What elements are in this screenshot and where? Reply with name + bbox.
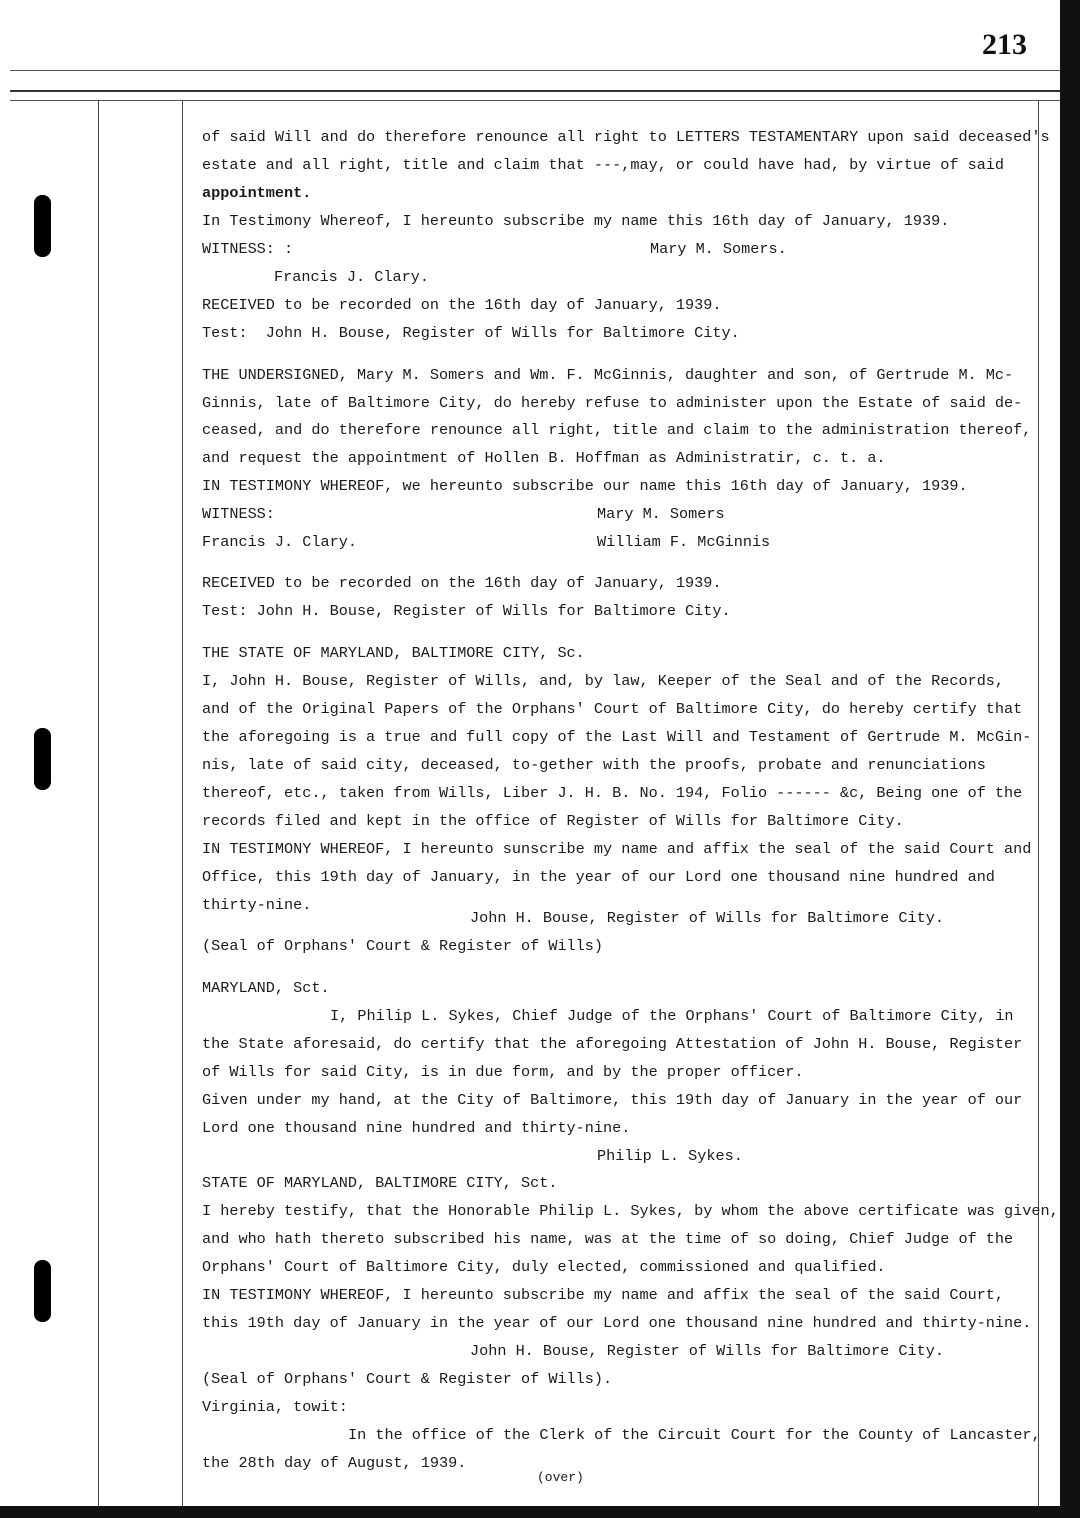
text-line: WITNESS: : xyxy=(202,240,294,258)
text-line: THE UNDERSIGNED, Mary M. Somers and Wm. F. McGinnis, daughter and son, of Gertrude M. Mc- xyxy=(202,366,1014,384)
text-line: (Seal of Orphans' Court & Register of Wills). xyxy=(202,1370,613,1388)
text-line: of said Will and do therefore renounce all right to LETTERS TESTAMENTARY upon said deceased's xyxy=(202,128,1050,146)
text-line: of Wills for said City, is in due form, and by the proper officer. xyxy=(202,1063,804,1081)
text-line: appointment. xyxy=(202,184,312,202)
continued-note: (over) xyxy=(537,1470,584,1485)
text-line: WITNESS: xyxy=(202,505,275,523)
margin-line xyxy=(182,100,183,1506)
page-number: 213 xyxy=(982,28,1027,61)
witness-name: Francis J. Clary. xyxy=(202,533,357,551)
binding-hole xyxy=(34,728,51,790)
text-line: nis, late of said city, deceased, to-gether with the proofs, probate and renunciations xyxy=(202,756,986,774)
signature-line: Philip L. Sykes. xyxy=(597,1147,743,1165)
margin-line xyxy=(1038,100,1039,1506)
text-line: the State aforesaid, do certify that the aforegoing Attestation of John H. Bouse, Register xyxy=(202,1035,1023,1053)
signature-line: Mary M. Somers xyxy=(597,505,725,523)
text-line: ceased, and do therefore renounce all right, title and claim to the administration thereof, xyxy=(202,421,1032,439)
text-line: and request the appointment of Hollen B. Hoffman as Administratir, c. t. a. xyxy=(202,449,886,467)
scan-edge-bottom xyxy=(0,1506,1080,1518)
text-line: Lord one thousand nine hundred and thirty-nine. xyxy=(202,1119,631,1137)
text-line: the 28th day of August, 1939. xyxy=(202,1454,467,1472)
signature-line: Mary M. Somers. xyxy=(650,240,787,258)
text-line: MARYLAND, Sct. xyxy=(202,979,330,997)
witness-name: Francis J. Clary. xyxy=(274,268,429,286)
text-line: Test: John H. Bouse, Register of Wills for Baltimore City. xyxy=(202,602,731,620)
text-line: and who hath thereto subscribed his name, was at the time of so doing, Chief Judge of the xyxy=(202,1230,1014,1248)
text-line: (Seal of Orphans' Court & Register of Wills) xyxy=(202,937,604,955)
text-line: Test: John H. Bouse, Register of Wills for Baltimore City. xyxy=(202,324,740,342)
text-line: and of the Original Papers of the Orphans' Court of Baltimore City, do hereby certify that xyxy=(202,700,1023,718)
text-line: the aforegoing is a true and full copy of the Last Will and Testament of Gertrude M. McGin- xyxy=(202,728,1032,746)
text-line: RECEIVED to be recorded on the 16th day of January, 1939. xyxy=(202,296,722,314)
text-line: RECEIVED to be recorded on the 16th day of January, 1939. xyxy=(202,574,722,592)
text-line: In the office of the Clerk of the Circuit Court for the County of Lancaster, xyxy=(348,1426,1041,1444)
binding-hole xyxy=(34,1260,51,1322)
text-line: I, Philip L. Sykes, Chief Judge of the Orphans' Court of Baltimore City, in xyxy=(330,1007,1014,1025)
text-line: STATE OF MARYLAND, BALTIMORE CITY, Sct. xyxy=(202,1174,558,1192)
scan-edge-right xyxy=(1060,0,1080,1518)
text-line: THE STATE OF MARYLAND, BALTIMORE CITY, Sc. xyxy=(202,644,585,662)
text-line: Office, this 19th day of January, in the year of our Lord one thousand nine hundred and xyxy=(202,868,995,886)
text-line: thereof, etc., taken from Wills, Liber J. H. B. No. 194, Folio ------ &c, Being one of the xyxy=(202,784,1023,802)
text-line: Ginnis, late of Baltimore City, do hereby refuse to administer upon the Estate of said de- xyxy=(202,394,1023,412)
text-line: I, John H. Bouse, Register of Wills, and, by law, Keeper of the Seal and of the Records, xyxy=(202,672,1005,690)
text-line: IN TESTIMONY WHEREOF, I hereunto subscribe my name and affix the seal of the said Court, xyxy=(202,1286,1005,1304)
header-rule xyxy=(10,100,1060,101)
text-line: IN TESTIMONY WHEREOF, I hereunto sunscribe my name and affix the seal of the said Court and xyxy=(202,840,1032,858)
header-rule xyxy=(10,70,1060,71)
text-line: I hereby testify, that the Honorable Philip L. Sykes, by whom the above certificate was given, xyxy=(202,1202,1059,1220)
text-line: records filed and kept in the office of Register of Wills for Baltimore City. xyxy=(202,812,904,830)
text-line: thirty-nine. xyxy=(202,896,312,914)
header-rule xyxy=(10,90,1060,92)
margin-line xyxy=(98,100,99,1506)
text-line: this 19th day of January in the year of our Lord one thousand nine hundred and thirty-nine. xyxy=(202,1314,1032,1332)
binding-hole xyxy=(34,195,51,257)
text-line: In Testimony Whereof, I hereunto subscribe my name this 16th day of January, 1939. xyxy=(202,212,950,230)
text-line: estate and all right, title and claim that ---,may, or could have had, by virtue of said xyxy=(202,156,1005,174)
signature-line: John H. Bouse, Register of Wills for Baltimore City. xyxy=(470,1342,944,1360)
signature-line: William F. McGinnis xyxy=(597,533,771,551)
text-line: IN TESTIMONY WHEREOF, we hereunto subscribe our name this 16th day of January, 1939. xyxy=(202,477,968,495)
text-line: Given under my hand, at the City of Baltimore, this 19th day of January in the year of our xyxy=(202,1091,1023,1109)
signature-line: John H. Bouse, Register of Wills for Baltimore City. xyxy=(470,909,944,927)
text-line: Orphans' Court of Baltimore City, duly elected, commissioned and qualified. xyxy=(202,1258,886,1276)
text-line: Virginia, towit: xyxy=(202,1398,348,1416)
